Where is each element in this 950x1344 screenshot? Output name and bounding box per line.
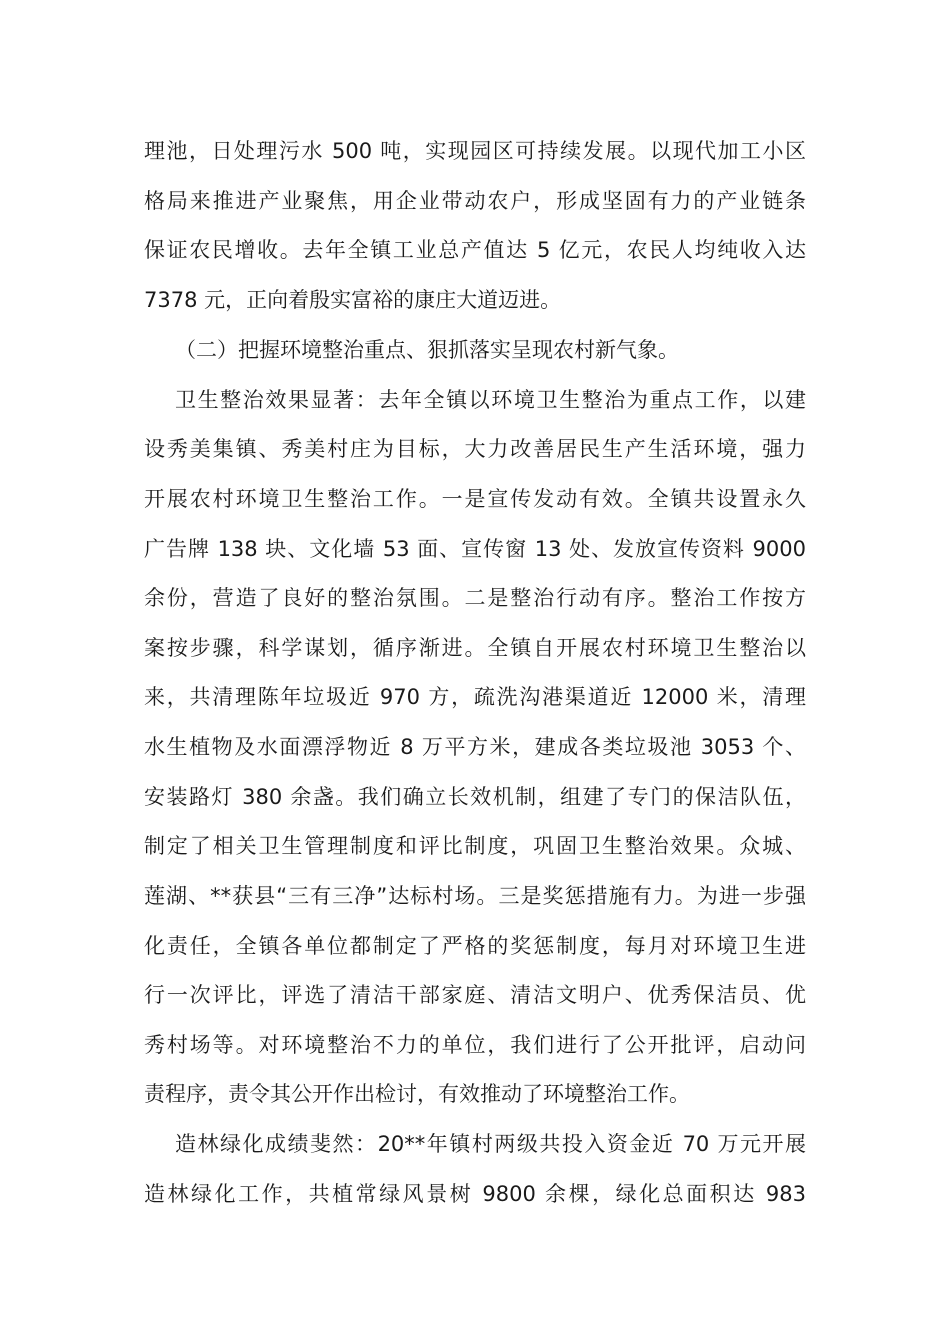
text-line: 余份，营造了良好的整治氛围。二是整治行动有序。整治工作按方 bbox=[144, 586, 806, 610]
text-line: 广告牌 138 块、文化墙 53 面、宣传窗 13 处、发放宣传资料 9000 bbox=[144, 537, 806, 561]
text-line: 理池，日处理污水 500 吨，实现园区可持续发展。以现代加工小区 bbox=[144, 139, 806, 163]
text-line: 保证农民增收。去年全镇工业总产值达 5 亿元，农民人均纯收入达 bbox=[144, 238, 806, 262]
text-line: 安装路灯 380 余盏。我们确立长效机制，组建了专门的保洁队伍， bbox=[144, 785, 806, 809]
text-line: 7378 元，正向着殷实富裕的康庄大道迈进。 bbox=[144, 288, 562, 312]
text-line: 秀村场等。对环境整治不力的单位，我们进行了公开批评，启动问 bbox=[144, 1033, 806, 1057]
text-line: 化责任，全镇各单位都制定了严格的奖惩制度，每月对环境卫生进 bbox=[144, 934, 806, 958]
text-line: 格局来推进产业聚焦，用企业带动农户，形成坚固有力的产业链条 bbox=[144, 189, 806, 213]
text-line: 制定了相关卫生管理制度和评比制度，巩固卫生整治效果。众城、 bbox=[144, 834, 806, 858]
text-line: 造林绿化工作，共植常绿风景树 9800 余棵，绿化总面积达 983 bbox=[144, 1182, 806, 1206]
text-line: 来，共清理陈年垃圾近 970 方，疏洗沟港渠道近 12000 米，清理 bbox=[144, 685, 806, 709]
text-line: 卫生整治效果显著：去年全镇以环境卫生整治为重点工作，以建 bbox=[175, 388, 806, 412]
text-line: 责程序，责令其公开作出检讨，有效推动了环境整治工作。 bbox=[144, 1082, 690, 1106]
text-line: 开展农村环境卫生整治工作。一是宣传发动有效。全镇共设置永久 bbox=[144, 487, 806, 511]
text-line: 莲湖、**获县“三有三净”达标村场。三是奖惩措施有力。为进一步强 bbox=[144, 884, 806, 908]
text-line: 水生植物及水面漂浮物近 8 万平方米，建成各类垃圾池 3053 个、 bbox=[144, 735, 806, 759]
text-line: 设秀美集镇、秀美村庄为目标，大力改善居民生产生活环境，强力 bbox=[144, 437, 806, 461]
text-line: 行一次评比，评选了清洁干部家庭、清洁文明户、优秀保洁员、优 bbox=[144, 983, 806, 1007]
section-heading: （二）把握环境整治重点、狠抓落实呈现农村新气象。 bbox=[175, 338, 679, 362]
text-line: 造林绿化成绩斐然：20**年镇村两级共投入资金近 70 万元开展 bbox=[175, 1132, 806, 1156]
text-line: 案按步骤，科学谋划，循序渐进。全镇自开展农村环境卫生整治以 bbox=[144, 636, 806, 660]
